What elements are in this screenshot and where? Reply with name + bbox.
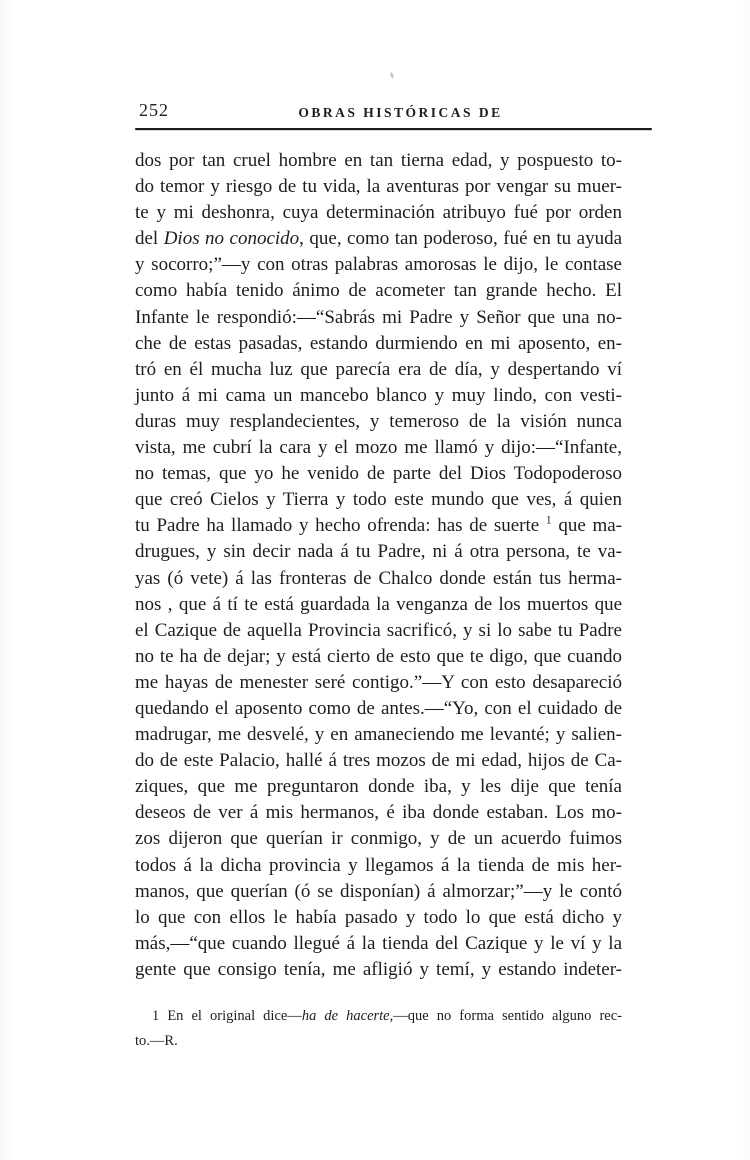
text-line bbox=[135, 357, 622, 383]
text-line bbox=[135, 461, 622, 487]
text-segment: junto á mi cama un mancebo blanco y muy lindo, con vesti- bbox=[135, 384, 622, 406]
text-segment: Infante le respondió:—“Sabrás mi Padre y Señor que una no- bbox=[135, 306, 622, 328]
text-line bbox=[135, 826, 622, 852]
text-segment: zos dijeron que querían ir conmigo, y de un acuerdo fuimos bbox=[135, 828, 622, 850]
text-segment: vista, me cubrí la cara y el mozo me llamó y dijo:—“Infante, bbox=[135, 437, 622, 459]
text-line bbox=[135, 252, 622, 278]
text-line bbox=[135, 774, 622, 800]
text-line bbox=[135, 1029, 622, 1054]
text-line bbox=[135, 592, 622, 618]
text-segment: tu Padre ha llamado y hecho ofrenda: has de suerte bbox=[135, 515, 546, 537]
text-segment: tró en él mucha luz que parecía era de día, y despertando ví bbox=[135, 358, 622, 380]
text-segment: me hayas de menester seré contigo.”—Y con esto desapareció bbox=[135, 671, 622, 693]
text-segment: todos á la dicha provincia y llegamos á la tienda de mis her- bbox=[135, 854, 622, 876]
text-line bbox=[135, 905, 622, 931]
footnote-block bbox=[135, 1004, 622, 1054]
text-line bbox=[135, 853, 622, 879]
text-line bbox=[135, 644, 622, 670]
header-rule bbox=[135, 128, 652, 130]
text-line bbox=[135, 409, 622, 435]
text-line bbox=[135, 539, 622, 565]
text-segment: drugues, y sin decir nada á tu Padre, ni á otra persona, te va- bbox=[135, 541, 622, 563]
text-line bbox=[135, 722, 622, 748]
text-segment: el Cazique de aquella Provincia sacrificó, y si lo sabe tu Padre bbox=[135, 619, 622, 641]
text-segment: do temor y riesgo de tu vida, la aventuras por vengar su muer- bbox=[135, 176, 622, 198]
text-line bbox=[135, 1004, 622, 1029]
text-line bbox=[135, 957, 622, 983]
text-line bbox=[135, 696, 622, 722]
text-line bbox=[135, 748, 622, 774]
text-segment: como había tenido ánimo de acometer tan grande hecho. El bbox=[135, 280, 622, 302]
text-line bbox=[135, 226, 622, 252]
text-segment: 1 En el original dice— bbox=[152, 1008, 302, 1024]
text-segment: dos por tan cruel hombre en tan tierna edad, y pospuesto to- bbox=[135, 150, 622, 171]
text-line bbox=[135, 800, 622, 826]
text-line bbox=[135, 435, 622, 461]
text-segment: gente que consigo tenía, me afligió y temí, y estando indeter- bbox=[135, 958, 622, 980]
running-header bbox=[135, 100, 652, 124]
text-segment: ,—que no forma sentido alguno rec- bbox=[389, 1008, 622, 1024]
text-segment: no temas, que yo he venido de parte del Dios Todopoderoso bbox=[135, 463, 622, 485]
text-line bbox=[135, 278, 622, 304]
text-line bbox=[135, 513, 622, 539]
body-text-block bbox=[135, 148, 622, 983]
running-title: OBRAS HISTÓRICAS DE bbox=[298, 105, 503, 120]
text-line bbox=[135, 200, 622, 226]
text-segment: que ma- bbox=[551, 515, 622, 537]
text-segment: más,—“que cuando llegué á la tienda del Cazique y le ví y la bbox=[135, 932, 622, 954]
text-line bbox=[135, 331, 622, 357]
text-line bbox=[135, 618, 622, 644]
text-segment: no te ha de dejar; y está cierto de esto que te digo, que cuando bbox=[135, 645, 622, 667]
text-line bbox=[135, 931, 622, 957]
text-segment: do de este Palacio, hallé á tres mozos de mi edad, hijos de Ca- bbox=[135, 750, 622, 772]
text-segment: madrugar, me desvelé, y en amaneciendo me levanté; y salien- bbox=[135, 724, 622, 746]
italic-text: Dios no conocido bbox=[163, 228, 300, 250]
footnote-reference: 1 bbox=[545, 514, 552, 527]
text-segment: nos , que á tí te está guardada la venganza de los muertos que bbox=[135, 593, 622, 615]
text-line bbox=[135, 487, 622, 513]
text-line bbox=[135, 383, 622, 409]
text-line bbox=[135, 148, 622, 174]
page-number: 252 bbox=[139, 100, 169, 120]
text-segment: manos, que querían (ó se disponían) á almorzar;”—y le contó bbox=[135, 880, 622, 902]
text-segment: te y mi deshonra, cuya determinación atribuyo fué por orden bbox=[135, 202, 622, 224]
text-segment: yas (ó vete) á las fronteras de Chalco donde están tus herma- bbox=[135, 567, 622, 589]
scan-artifact-speck bbox=[389, 72, 394, 79]
text-segment: del bbox=[135, 228, 164, 250]
text-segment: quedando el aposento como de antes.—“Yo, con el cuidado de bbox=[135, 697, 622, 719]
text-segment: , que, como tan poderoso, fué en tu ayuda bbox=[299, 228, 622, 250]
text-segment: to.—R. bbox=[135, 1033, 178, 1049]
text-line bbox=[135, 305, 622, 331]
text-segment: y socorro;”—y con otras palabras amorosas le dijo, le contase bbox=[135, 254, 622, 276]
text-segment: lo que con ellos le había pasado y todo lo que está dicho y bbox=[135, 906, 622, 928]
text-segment: que creó Cielos y Tierra y todo este mundo que ves, á quien bbox=[135, 489, 622, 511]
text-segment: deseos de ver á mis hermanos, é iba donde estaban. Los mo- bbox=[135, 802, 622, 824]
text-line bbox=[135, 566, 622, 592]
text-line bbox=[135, 670, 622, 696]
italic-text: ha de hacerte bbox=[301, 1008, 390, 1024]
text-segment: duras muy resplandecientes, y temeroso de la visión nunca bbox=[135, 410, 622, 432]
text-segment: che de estas pasadas, estando durmiendo en mi aposento, en- bbox=[135, 332, 622, 354]
text-line bbox=[135, 879, 622, 905]
text-line bbox=[135, 174, 622, 200]
text-segment: ziques, que me preguntaron donde iba, y les dije que tenía bbox=[135, 776, 622, 798]
